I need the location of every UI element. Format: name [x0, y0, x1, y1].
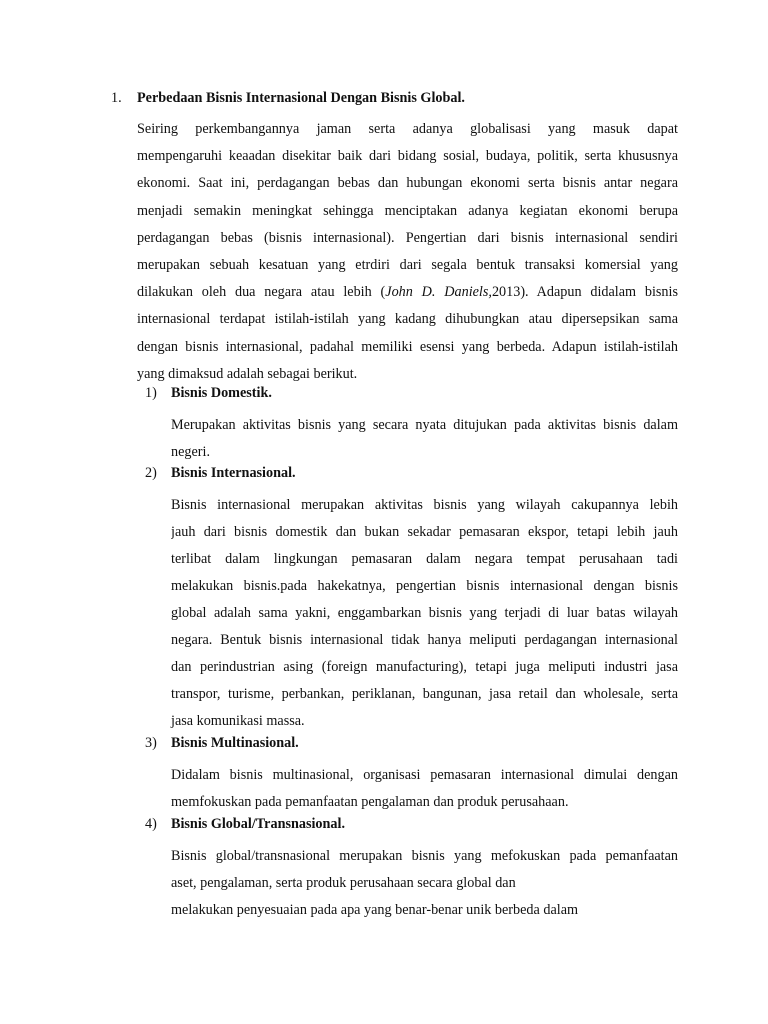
list-item-line: melakukan bisnis.pada hakekatnya, pengertian bisnis internasional dengan bisnis [171, 578, 678, 594]
section-number: 1. [111, 90, 122, 106]
list-item-heading [145, 816, 678, 843]
section-title: Perbedaan Bisnis Internasional Dengan Bisnis Global. [137, 90, 465, 106]
list-item-line: memfokuskan pada pemanfaatan pengalaman dan produk perusahaan. [171, 794, 569, 810]
list-item-number: 4) [145, 816, 157, 832]
list-item-body [171, 412, 678, 466]
list-item-bisnis-domestik [145, 385, 678, 466]
list-item-bisnis-global [145, 816, 678, 924]
list-item-number: 1) [145, 385, 157, 401]
list-item-line: negara. Bentuk bisnis internasional tidak hanya meliputi perdagangan internasional [171, 632, 678, 648]
list-item-line: terlibat dalam lingkungan pemasaran dalam negara tempat perusahaan tadi [171, 551, 678, 567]
list-item-heading [145, 465, 678, 492]
paragraph-line: perdagangan bebas (bisnis internasional). Pengertian dari bisnis internasional sendiri [137, 229, 678, 246]
list-item-line: negeri. [171, 444, 210, 460]
list-item-line: melakukan penyesuaian pada apa yang benar-benar unik berbeda dalam [171, 902, 579, 918]
list-item-number: 2) [145, 465, 157, 481]
paragraph-line: dengan bisnis internasional, padahal memiliki esensi yang berbeda. Adapun istilah-istilah [137, 338, 678, 355]
citation-author: John D. Daniels, [385, 284, 492, 301]
paragraph-line-citation [137, 279, 678, 306]
list-item-bisnis-internasional [145, 465, 678, 735]
paragraph-line: Seiring perkembangannya jaman serta adanya globalisasi yang masuk dapat [137, 121, 678, 137]
list-item-line: transpor, turisme, perbankan, periklanan, bangunan, jasa retail dan wholesale, serta [171, 686, 678, 702]
paragraph-line: mempengaruhi keaadan disekitar baik dari bidang sosial, budaya, politik, serta khususnya [137, 148, 678, 165]
paragraph-line: merupakan sebuah kesatuan yang etrdiri dari segala bentuk transaksi komersial yang [137, 256, 678, 273]
citation-suffix: 2013). Adapun didalam bisnis [491, 284, 678, 301]
list-item-line: Bisnis global/transnasional merupakan bisnis yang mefokuskan pada pemanfaatan [171, 848, 678, 864]
list-item-line: dan perindustrian asing (foreign manufacturing), tetapi juga meliputi industri jasa [171, 659, 678, 675]
list-item-body [171, 843, 678, 924]
list-item-line: jauh dari bisnis domestik dan bukan sekadar pemasaran ekspor, tetapi lebih jauh [171, 524, 678, 540]
list-item-body [171, 492, 678, 735]
paragraph-line: yang dimaksud adalah sebagai berikut. [137, 365, 358, 382]
paragraph-line: internasional terdapat istilah-istilah yang kadang dihubungkan atau dipersepsikan sama [137, 311, 678, 328]
list-item-line: Merupakan aktivitas bisnis yang secara nyata ditujukan pada aktivitas bisnis dalam [171, 417, 678, 433]
paragraph-line: menjadi semakin meningkat sehingga menciptakan adanya kegiatan ekonomi berupa [137, 202, 678, 219]
list-item-line: jasa komunikasi massa. [171, 713, 305, 729]
list-item-title: Bisnis Internasional. [171, 465, 296, 481]
list-item-line: Didalam bisnis multinasional, organisasi pemasaran internasional dimulai dengan [171, 767, 678, 783]
list-item-heading [145, 735, 678, 762]
list-item-body [171, 762, 678, 816]
list-item-heading [145, 385, 678, 412]
list-item-line: Bisnis internasional merupakan aktivitas bisnis yang wilayah cakupannya lebih [171, 497, 678, 513]
citation-prefix: dilakukan oleh dua negara atau lebih ( [137, 284, 386, 301]
list-item-line: global adalah sama yakni, enggambarkan bisnis yang terjadi di luar batas wilayah [171, 605, 678, 621]
list-item-title: Bisnis Multinasional. [171, 735, 299, 751]
intro-paragraph [137, 116, 678, 388]
list-item-title: Bisnis Domestik. [171, 385, 272, 401]
list-item-number: 3) [145, 735, 157, 751]
list-item-line: aset, pengalaman, serta produk perusahaan secara global dan [171, 875, 516, 891]
section-heading [111, 90, 691, 107]
list-item-title: Bisnis Global/Transnasional. [171, 816, 345, 832]
paragraph-line: ekonomi. Saat ini, perdagangan bebas dan hubungan ekonomi serta bisnis antar negara [137, 175, 678, 192]
list-item-bisnis-multinasional [145, 735, 678, 816]
